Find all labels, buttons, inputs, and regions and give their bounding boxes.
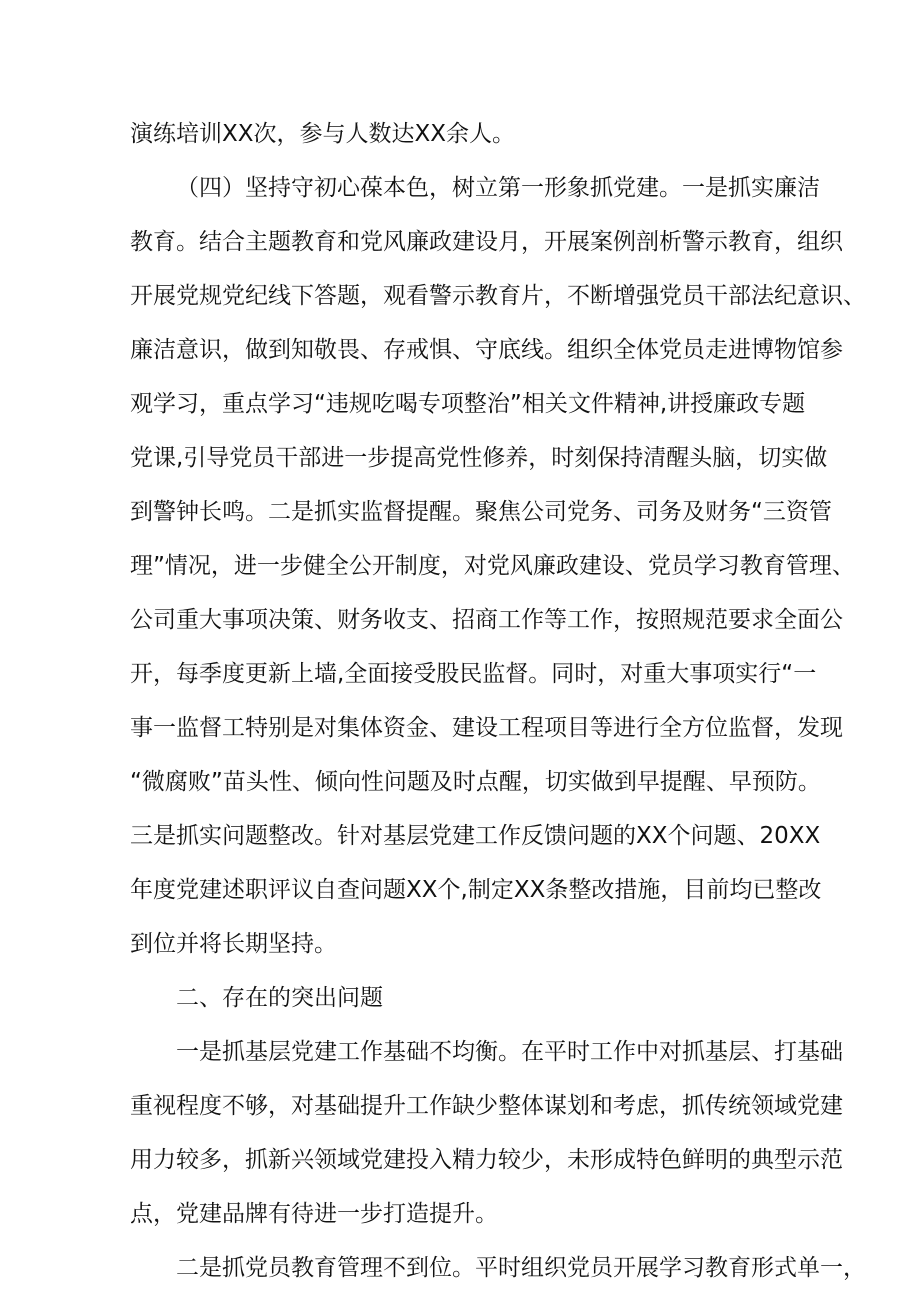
paragraph-line: “微腐败”苗头性、倾向性问题及时点醒，切实做到早提醒、早预防。 bbox=[130, 769, 821, 795]
section-heading: 二、存在的突出问题 bbox=[176, 985, 383, 1011]
paragraph-line: 二是抓党员教育管理不到位。平时组织党员开展学习教育形式单一， bbox=[176, 1255, 866, 1281]
paragraph-line: 到位并将长期坚持。 bbox=[130, 931, 337, 957]
paragraph-line: 开展党规党纪线下答题，观看警示教育片，不断增强党员干部法纪意识、 bbox=[130, 283, 866, 309]
paragraph-line: 党课,引导党员干部进一步提高党性修养，时刻保持清醒头脑，切实做 bbox=[130, 445, 828, 471]
paragraph-line: 开，每季度更新上墙,全面接受股民监督。同时，对重大事项实行“一 bbox=[130, 661, 817, 687]
paragraph-line: 演练培训XX次，参与人数达XX余人。 bbox=[130, 121, 516, 147]
paragraph-line: 廉洁意识，做到知敬畏、存戒惧、守底线。组织全体党员走进博物馆参 bbox=[130, 337, 843, 363]
paragraph-line: 公司重大事项决策、财务收支、招商工作等工作，按照规范要求全面公 bbox=[130, 607, 843, 633]
section-heading-line: （四）坚持守初心葆本色，树立第一形象抓党建。一是抓实廉洁 bbox=[176, 175, 820, 201]
paragraph-line: 观学习，重点学习“违规吃喝专项整治”相关文件精神,讲授廉政专题 bbox=[130, 391, 806, 417]
paragraph-line: 点，党建品牌有待进一步打造提升。 bbox=[130, 1201, 498, 1227]
paragraph-line: 年度党建述职评议自查问题XX个,制定XX条整改措施，目前均已整改 bbox=[130, 877, 822, 903]
paragraph-line: 理”情况，进一步健全公开制度，对党风廉政建设、党员学习教育管理、 bbox=[130, 553, 855, 579]
paragraph-line: 一是抓基层党建工作基础不均衡。在平时工作中对抓基层、打基础 bbox=[176, 1039, 843, 1065]
paragraph-line: 三是抓实问题整改。针对基层党建工作反馈问题的XX个问题、20XX bbox=[130, 823, 821, 849]
paragraph-line: 用力较多，抓新兴领域党建投入精力较少，未形成特色鲜明的典型示范 bbox=[130, 1147, 843, 1173]
paragraph-line: 到警钟长鸣。二是抓实监督提醒。聚焦公司党务、司务及财务“三资管 bbox=[130, 499, 832, 525]
paragraph-line: 教育。结合主题教育和党风廉政建设月，开展案例剖析警示教育，组织 bbox=[130, 229, 843, 255]
paragraph-line: 重视程度不够，对基础提升工作缺少整体谋划和考虑，抓传统领域党建 bbox=[130, 1093, 843, 1119]
paragraph-line: 事一监督工特别是对集体资金、建设工程项目等进行全方位监督，发现 bbox=[130, 715, 843, 741]
